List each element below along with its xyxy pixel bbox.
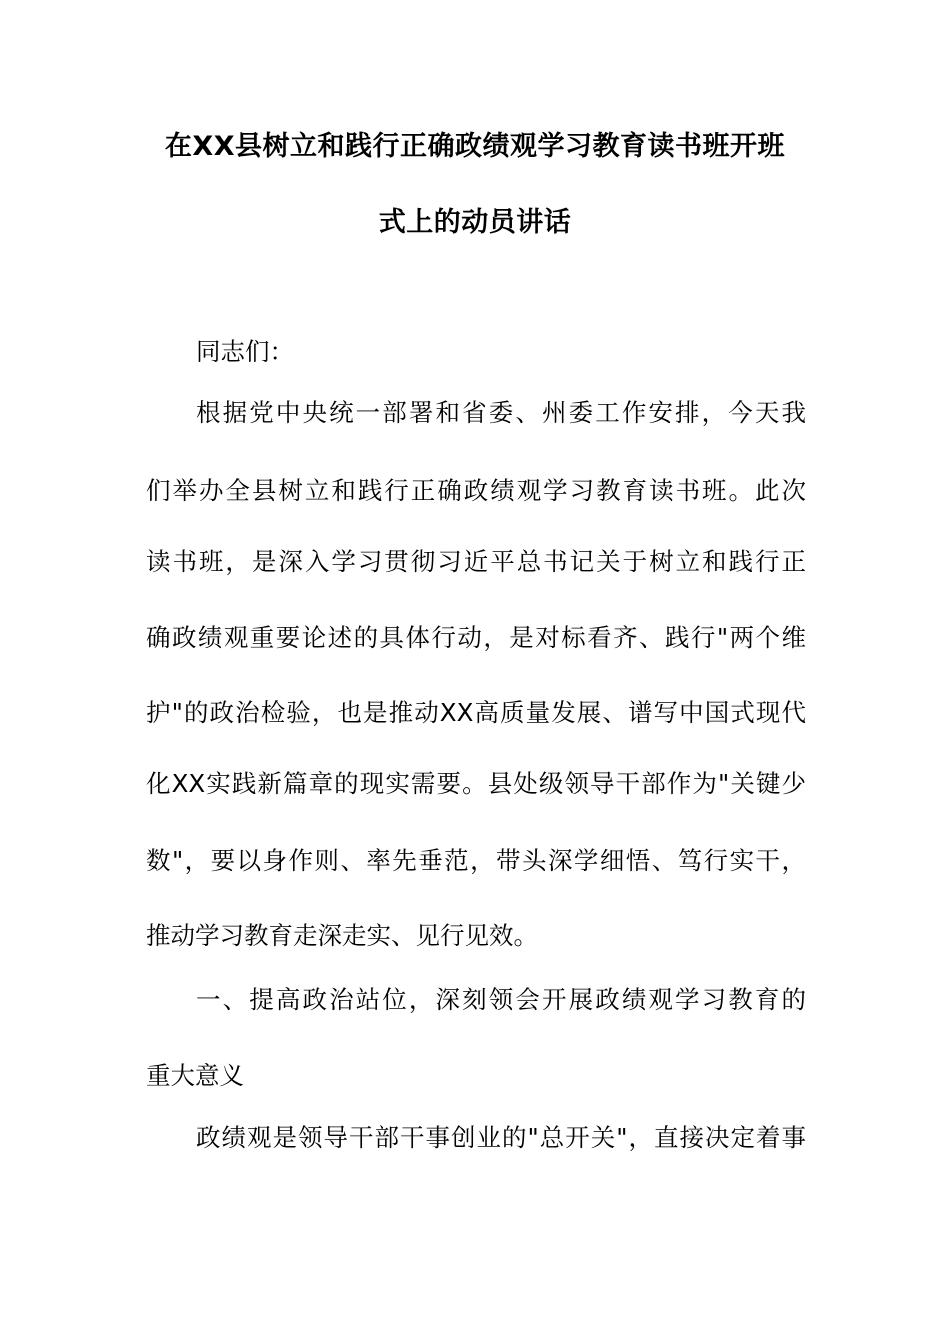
paragraph-1-line: 推动学习教育走深走实、见行见效。 [146,921,538,950]
paragraph-1-line: 确政绩观重要论述的具体行动，是对标看齐、践行"两个维 [146,623,806,652]
paragraph-1-line: 化XX实践新篇章的现实需要。县处级领导干部作为"关键少 [146,769,806,798]
section-heading-line: 重大意义 [146,1061,244,1090]
paragraph-1-line: 们举办全县树立和践行正确政绩观学习教育读书班。此次 [146,476,806,505]
paragraph-1-line: 护"的政治检验，也是推动XX高质量发展、谱写中国式现代 [146,698,806,727]
document-title-line-2: 式上的动员讲话 [378,207,572,238]
salutation: 同志们： [196,337,294,366]
paragraph-1-line: 读书班，是深入学习贯彻习近平总书记关于树立和践行正 [146,547,806,576]
paragraph-2-line: 政绩观是领导干部干事创业的"总开关"，直接决定着事 [196,1123,806,1152]
paragraph-1-line: 数"，要以身作则、率先垂范，带头深学细悟、笃行实干， [146,846,806,875]
section-heading-line: 一、提高政治站位，深刻领会开展政绩观学习教育的 [196,985,806,1014]
paragraph-1-line: 根据党中央统一部署和省委、州委工作安排，今天我 [196,398,806,427]
document-title-line-1: 在XX县树立和践行正确政绩观学习教育读书班开班 [164,131,786,162]
